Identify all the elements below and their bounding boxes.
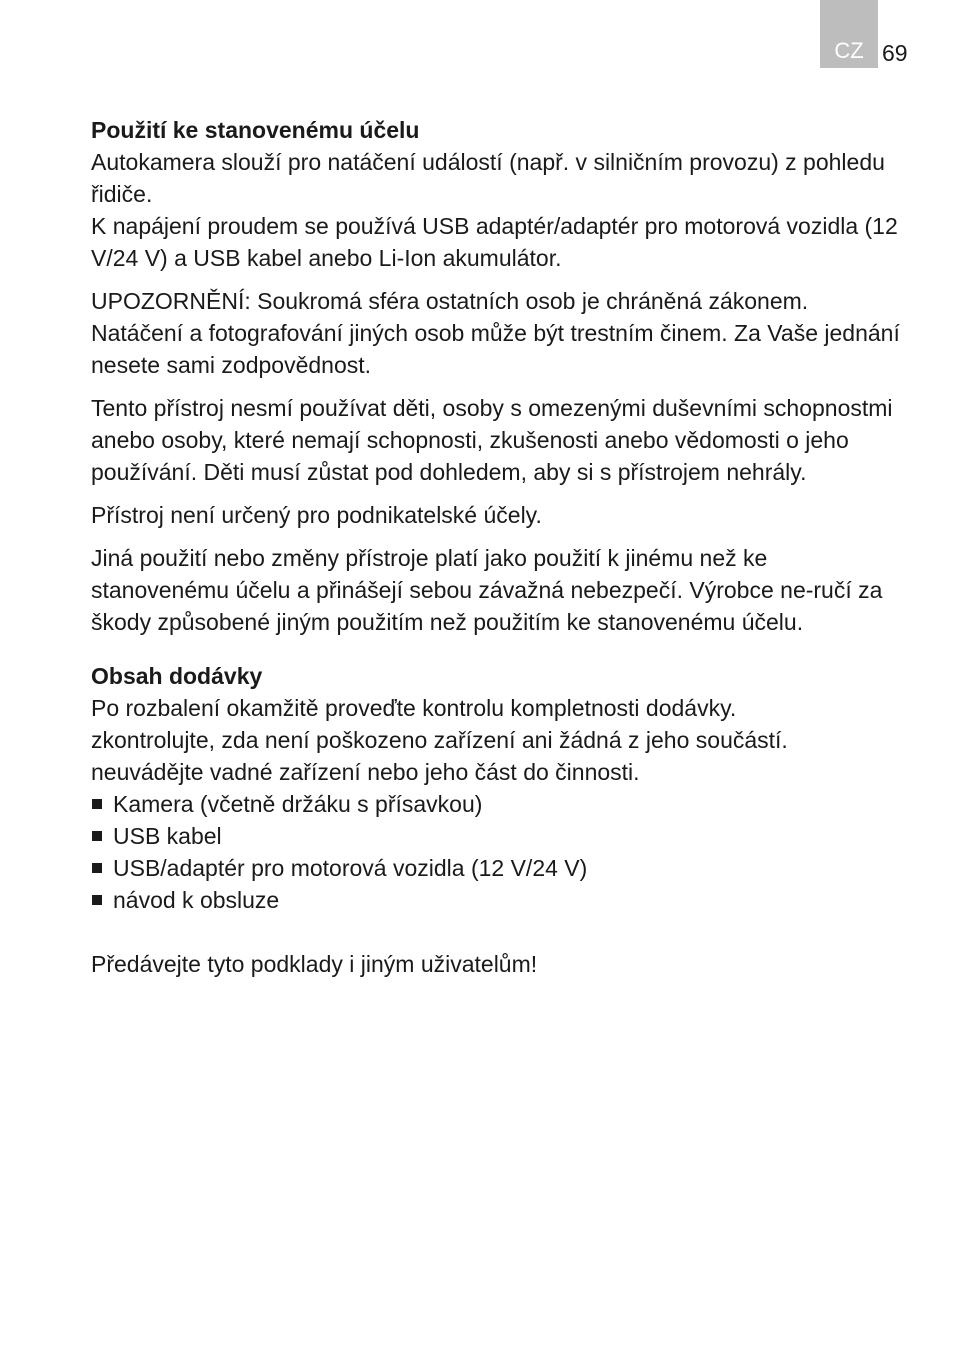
paragraph-power-supply: K napájení proudem se používá USB adaptér/adaptér pro motorová vozidla (12 V/24 V) a USB kabel anebo Li-Ion akumulátor. <box>91 213 898 271</box>
paragraph-warning: UPOZORNĚNÍ: Soukromá sféra ostatních osob je chráněná zákonem. Natáčení a fotografování jiných osob může být trestním činem. Za Vaše jednání nesete sami zodpovědnost. <box>91 288 900 378</box>
paragraph-check-1: Po rozbalení okamžitě proveďte kontrolu kompletnosti dodávky. <box>91 695 737 721</box>
list-item <box>91 852 901 884</box>
list-item <box>91 884 901 916</box>
language-code: CZ <box>834 38 864 63</box>
paragraph-commercial: Přístroj není určený pro podnikatelské účely. <box>91 502 542 528</box>
closing-note: Předávejte tyto podklady i jiným uživatelům! <box>91 951 538 977</box>
paragraph-purpose: Autokamera slouží pro natáčení událostí (např. v silničním provozu) z pohledu řidiče. <box>91 149 885 207</box>
language-tab <box>820 0 878 68</box>
contents-list <box>91 788 901 916</box>
list-item <box>91 820 901 852</box>
paragraph-check-3: neuvádějte vadné zařízení nebo jeho část do činnosti. <box>91 759 640 785</box>
bullet-square-icon <box>92 895 102 905</box>
list-item <box>91 788 901 820</box>
page-number: 69 <box>882 40 908 66</box>
bullet-square-icon <box>92 831 102 841</box>
list-item-label: Kamera (včetně držáku s přísavkou) <box>113 791 483 817</box>
paragraph-children: Tento přístroj nesmí používat děti, osoby s omezenými duševními schopnostmi anebo osoby, které nemají schopnosti, zkušenosti anebo vědomosti o jeho používání. Děti musí zůstat pod dohledem, aby si s přístrojem nehrály. <box>91 395 893 485</box>
document-body <box>91 114 901 991</box>
bullet-square-icon <box>92 863 102 873</box>
list-item-label: USB kabel <box>113 823 222 849</box>
list-item-label: návod k obsluze <box>113 887 280 913</box>
list-item-label: USB/adaptér pro motorová vozidla (12 V/24 V) <box>113 855 588 881</box>
section-heading-package-contents: Obsah dodávky <box>91 663 263 689</box>
section-heading-intended-use: Použití ke stanovenému účelu <box>91 117 420 143</box>
paragraph-misuse: Jiná použití nebo změny přístroje platí jako použití k jinému než ke stanovenému účelu a přinášejí sebou závažná nebezpečí. Výrobce ne-ručí za škody způsobené jiným použitím než použitím ke stanovenému účelu. <box>91 545 883 635</box>
paragraph-check-2: zkontrolujte, zda není poškozeno zařízení ani žádná z jeho součástí. <box>91 727 788 753</box>
bullet-square-icon <box>92 799 102 809</box>
